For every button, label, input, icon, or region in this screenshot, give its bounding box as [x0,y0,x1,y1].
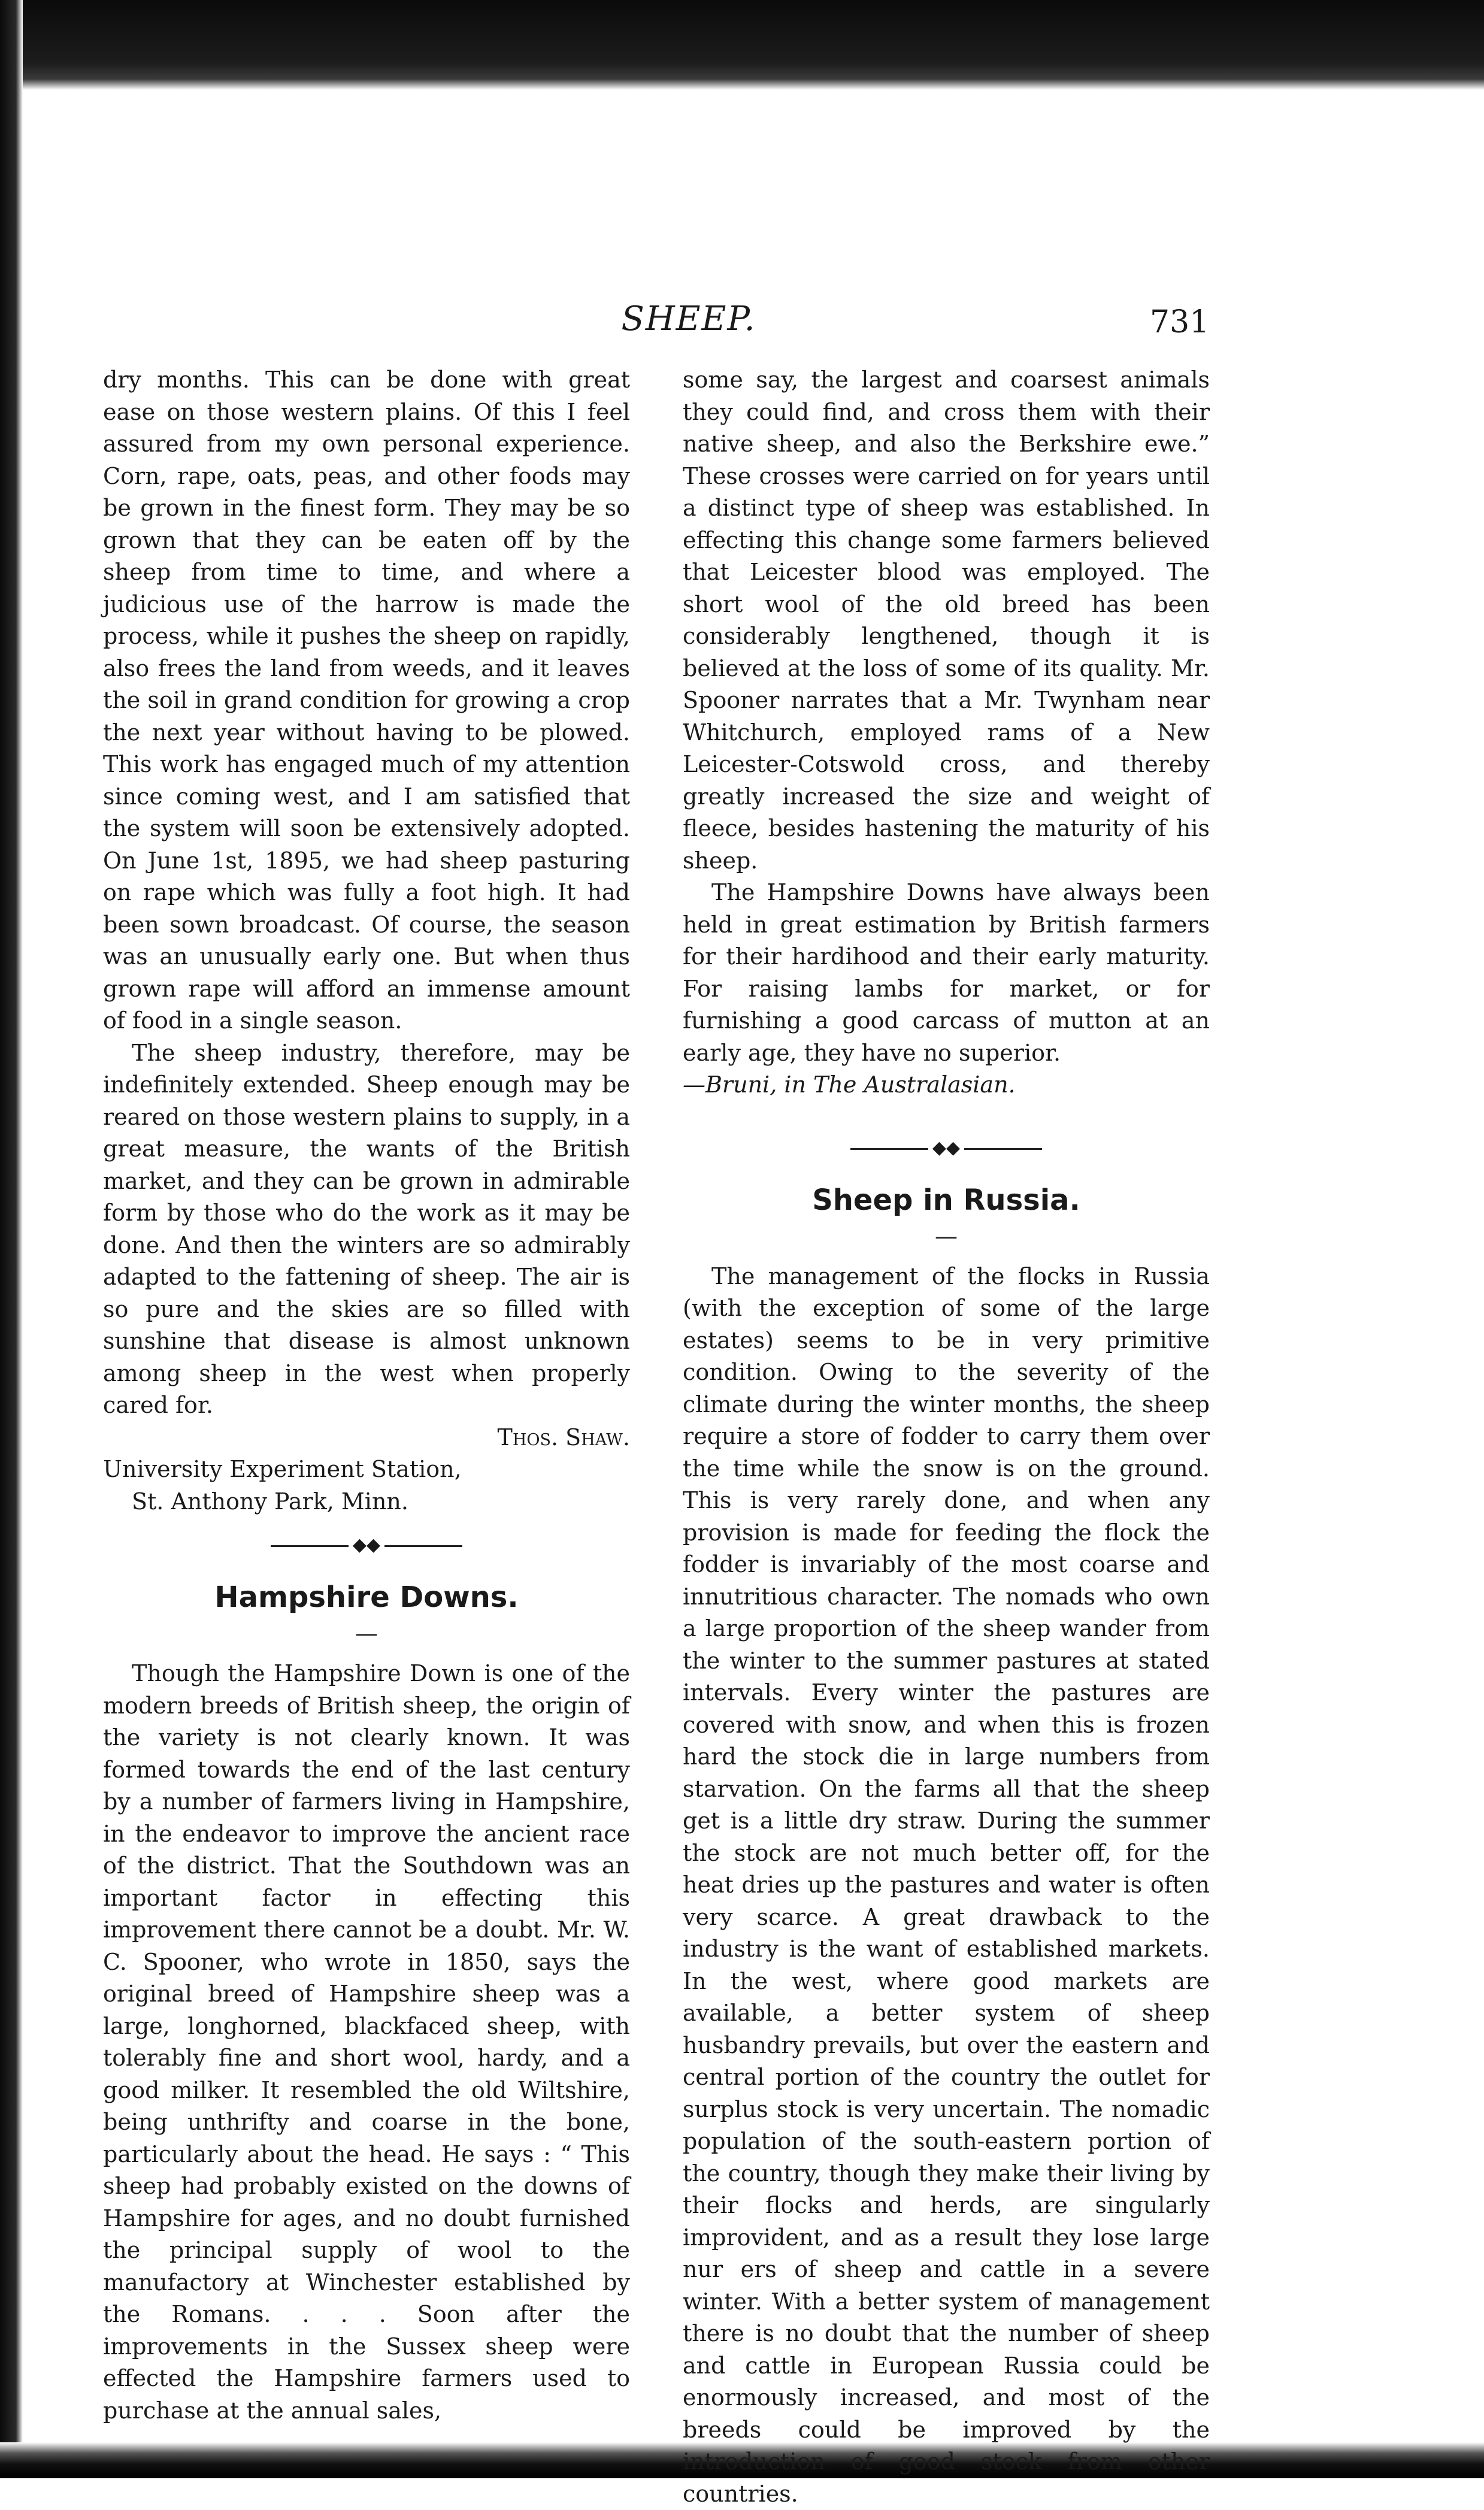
scan-border-top [0,0,1484,90]
running-head [0,299,1484,347]
address-line: St. Anthony Park, Minn. [103,1486,630,1518]
heading-dash: — [683,1221,1210,1251]
section-ornament [103,1528,630,1564]
paragraph: dry months. This can be done with great ease on those western plains. Of this I feel assured from my own personal experience. Corn, rape, oats, peas, and other foods may be grown in the finest form. They may be so grown that they can be eaten off by the sheep from time to time, and where a judicious use of the harrow is made the process, while it pushes the sheep on rapidly, also frees the land from weeds, and it leaves the soil in grand condition for growing a crop the next year without having to be plowed. This work has engaged much of my attention since coming west, and I am satisfied that the system will soon be extensively adopted. On June 1st, 1895, we had sheep pasturing on rape which was fully a foot high. It had been sown broadcast. Of course, the season was an unusually early one. But when thus grown rape will afford an immense amount of food in a single season. [103,364,630,1037]
address-line: University Experiment Station, [103,1454,630,1486]
ornament-glyph: ◆◆ [928,1137,964,1159]
section-ornament [683,1131,1210,1167]
paragraph: some say, the largest and coarsest animals they could find, and cross them with their native sheep, and also the Berkshire ewe.” These crosses were carried on for years until a distinct type of sheep was established. In effecting this change some farmers believed that Leicester blood was employed. The short wool of the old breed has been considerably lengthened, though it is believed at the loss of some of its quality. Mr. Spooner narrates that a Mr. Twynham near Whitchurch, employed rams of a New Leicester-Cotswold cross, and thereby greatly increased the size and weight of fleece, besides hastening the maturity of his sheep. [683,364,1210,877]
author-signature: Thos. Shaw. [103,1422,630,1454]
section-heading: Hampshire Downs. [103,1576,630,1618]
page-number: 731 [1150,304,1209,340]
left-column [103,364,630,2427]
source-credit: —Bruni, in The Australasian. [683,1069,1210,1101]
paragraph: The Hampshire Downs have always been held in great estimation by British farmers for their hardihood and their early maturity. For raising lambs for market, or for furnishing a good carcass of mutton at an early age, they have no superior. [683,877,1210,1069]
ornament-glyph: ◆◆ [349,1534,384,1556]
scan-border-left [0,0,23,2478]
paragraph: The sheep industry, therefore, may be indefinitely extended. Sheep enough may be reared on those western plains to supply, in a great measure, the wants of the British market, and they can be grown in admirable form by those who do the work as it may be done. And then the winters are so admirably adapted to the fattening of sheep. The air is so pure and the skies are so filled with sunshine that disease is almost unknown among sheep in the west when properly cared for. [103,1037,630,1422]
heading-dash: — [103,1618,630,1648]
paragraph: The management of the flocks in Russia (with the exception of some of the large estates) seems to be in very primitive condition. Owing to the severity of the climate during the winter months, the sheep require a store of fodder to carry them over the time while the snow is on the ground. This is very rarely done, and when any provision is made for feeding the flock the fodder is invariably of the most coarse and innutritious character. The nomads who own a large proportion of the sheep wander from the winter to the summer pastures at stated intervals. Every winter the pastures are covered with snow, and when this is frozen hard the stock die in large numbers from starvation. On the farms all that the sheep get is a little dry straw. During the summer the stock are not much better off, for the heat dries up the pastures and water is often very scarce. A great drawback to the industry is the want of established markets. In the west, where good markets are available, a better system of sheep husbandry prevails, but over the eastern and central portion of the country the outlet for surplus stock is very uncertain. The nomadic population of the south-eastern portion of the country, though they make their living by their flocks and herds, are singularly improvident, and as a result they lose large nur ers of sheep and cattle in a severe winter. With a better system of management there is no doubt that the number of sheep and cattle in European Russia could be enormously increased, and most of the breeds could be improved by the introduction of good stock from other countries. [683,1261,1210,2510]
section-heading: Sheep in Russia. [683,1179,1210,1221]
running-title: SHEEP. [599,299,779,338]
right-column [683,364,1210,2510]
paragraph: Though the Hampshire Down is one of the modern breeds of British sheep, the origin of the variety is not clearly known. It was formed towards the end of the last century by a number of farmers living in Hampshire, in the endeavor to improve the ancient race of the district. That the Southdown was an important factor in effecting this improvement there cannot be a doubt. Mr. W. C. Spooner, who wrote in 1850, says the original breed of Hampshire sheep was a large, longhorned, blackfaced sheep, with tolerably fine and short wool, hardy, and a good milker. It resembled the old Wiltshire, being unthrifty and coarse in the bone, particularly about the head. He says : “ This sheep had probably existed on the downs of Hampshire for ages, and no doubt furnished the principal supply of wool to the manufactory at Winchester established by the Romans. . . . Soon after the improvements in the Sussex sheep were effected the Hampshire farmers used to purchase at the annual sales, [103,1658,630,2427]
